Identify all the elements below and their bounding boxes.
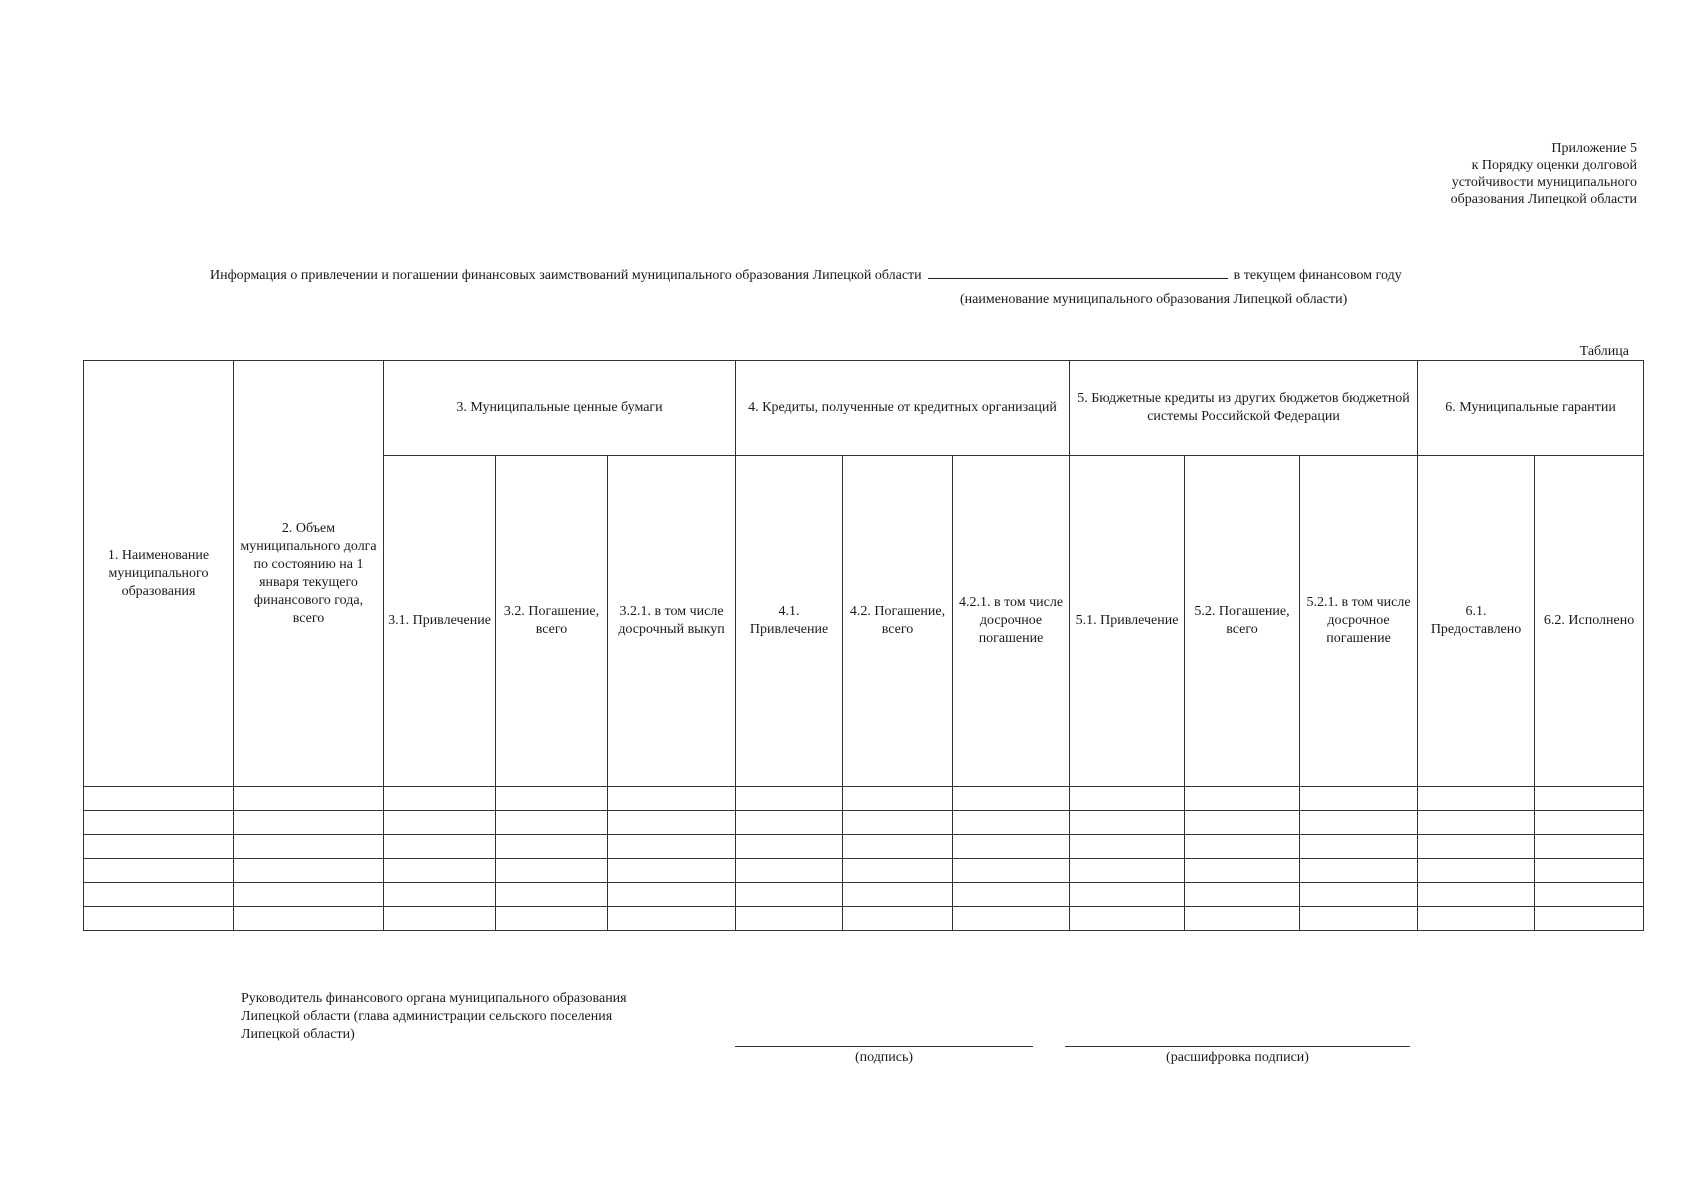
table-cell[interactable] bbox=[1418, 907, 1535, 931]
table-cell[interactable] bbox=[1535, 859, 1644, 883]
signatory-line: Липецкой области) bbox=[241, 1027, 355, 1042]
table-cell[interactable] bbox=[843, 835, 953, 859]
table-cell[interactable] bbox=[843, 859, 953, 883]
table-cell[interactable] bbox=[953, 859, 1070, 883]
header-5-2-1: 5.2.1. в том числе досрочное погашение bbox=[1300, 456, 1418, 787]
table-cell[interactable] bbox=[1535, 907, 1644, 931]
table-cell[interactable] bbox=[736, 883, 843, 907]
table-cell[interactable] bbox=[234, 835, 384, 859]
table-row bbox=[84, 907, 1644, 931]
table-cell[interactable] bbox=[384, 859, 496, 883]
table-cell[interactable] bbox=[1300, 883, 1418, 907]
appendix-line: устойчивости муниципального bbox=[1451, 175, 1637, 190]
title-note: (наименование муниципального образования Липецкой области) bbox=[960, 292, 1348, 307]
table-cell[interactable] bbox=[496, 859, 608, 883]
table-cell[interactable] bbox=[84, 811, 234, 835]
table-cell[interactable] bbox=[1535, 883, 1644, 907]
table-cell[interactable] bbox=[1418, 859, 1535, 883]
table-cell[interactable] bbox=[84, 907, 234, 931]
table-cell[interactable] bbox=[1300, 907, 1418, 931]
table-cell[interactable] bbox=[1070, 907, 1185, 931]
table-cell[interactable] bbox=[1418, 835, 1535, 859]
table-cell[interactable] bbox=[384, 883, 496, 907]
header-debt-volume: 2. Объем муниципального долга по состоянию на 1 января текущего финансового года, всего bbox=[234, 361, 384, 787]
signature-line[interactable] bbox=[735, 1045, 1033, 1047]
table-cell[interactable] bbox=[843, 811, 953, 835]
table-cell[interactable] bbox=[1300, 835, 1418, 859]
table-cell[interactable] bbox=[1070, 859, 1185, 883]
header-4-2: 4.2. Погашение, всего bbox=[843, 456, 953, 787]
table-cell[interactable] bbox=[234, 883, 384, 907]
title-text-after: в текущем финансовом году bbox=[1233, 268, 1402, 283]
table-cell[interactable] bbox=[384, 835, 496, 859]
table-cell[interactable] bbox=[843, 787, 953, 811]
table-cell[interactable] bbox=[953, 835, 1070, 859]
document-title bbox=[210, 266, 1402, 284]
table-cell[interactable] bbox=[1185, 907, 1300, 931]
table-cell[interactable] bbox=[1418, 787, 1535, 811]
table-cell[interactable] bbox=[1535, 787, 1644, 811]
header-5-1: 5.1. Привлечение bbox=[1070, 456, 1185, 787]
table-cell[interactable] bbox=[953, 907, 1070, 931]
table-cell[interactable] bbox=[1185, 859, 1300, 883]
table-cell[interactable] bbox=[496, 811, 608, 835]
appendix-header bbox=[1317, 140, 1637, 208]
header-municipality-name: 1. Наименование муниципального образования bbox=[84, 361, 234, 787]
table-cell[interactable] bbox=[384, 787, 496, 811]
table-cell[interactable] bbox=[1070, 835, 1185, 859]
table-cell[interactable] bbox=[84, 883, 234, 907]
table-cell[interactable] bbox=[736, 835, 843, 859]
header-group-budget-loans: 5. Бюджетные кредиты из других бюджетов бюджетной системы Российской Федерации bbox=[1070, 361, 1418, 456]
table-cell[interactable] bbox=[1185, 787, 1300, 811]
table-cell[interactable] bbox=[1185, 811, 1300, 835]
table-label: Таблица bbox=[1579, 344, 1629, 359]
table-row bbox=[84, 835, 1644, 859]
table-cell[interactable] bbox=[84, 859, 234, 883]
table-body bbox=[84, 787, 1644, 931]
table-cell[interactable] bbox=[1418, 883, 1535, 907]
table-row bbox=[84, 883, 1644, 907]
table-cell[interactable] bbox=[1300, 787, 1418, 811]
signatory-block bbox=[241, 990, 627, 1044]
header-3-2: 3.2. Погашение, всего bbox=[496, 456, 608, 787]
table-cell[interactable] bbox=[1070, 811, 1185, 835]
table-cell[interactable] bbox=[1418, 811, 1535, 835]
table-row bbox=[84, 787, 1644, 811]
table-cell[interactable] bbox=[953, 883, 1070, 907]
header-6-1: 6.1. Предоставлено bbox=[1418, 456, 1535, 787]
appendix-line: Приложение 5 bbox=[1551, 141, 1637, 156]
header-4-2-1: 4.2.1. в том числе досрочное погашение bbox=[953, 456, 1070, 787]
municipality-name-blank bbox=[928, 266, 1228, 279]
signature-caption: (подпись) bbox=[854, 1050, 914, 1065]
table-cell[interactable] bbox=[84, 835, 234, 859]
table-cell[interactable] bbox=[1300, 811, 1418, 835]
header-3-2-1: 3.2.1. в том числе досрочный выкуп bbox=[608, 456, 736, 787]
table-cell[interactable] bbox=[1535, 835, 1644, 859]
table-cell[interactable] bbox=[953, 787, 1070, 811]
table-cell[interactable] bbox=[843, 883, 953, 907]
table-cell[interactable] bbox=[608, 787, 736, 811]
borrowings-table bbox=[83, 360, 1644, 931]
signatory-line: Руководитель финансового органа муниципального образования bbox=[241, 991, 627, 1006]
header-5-2: 5.2. Погашение, всего bbox=[1185, 456, 1300, 787]
header-group-guarantees: 6. Муниципальные гарантии bbox=[1418, 361, 1644, 456]
table-cell[interactable] bbox=[234, 859, 384, 883]
title-text-before: Информация о привлечении и погашении финансовых заимствований муниципального образования Липецкой области bbox=[210, 268, 922, 283]
table-cell[interactable] bbox=[1535, 811, 1644, 835]
appendix-line: к Порядку оценки долговой bbox=[1471, 158, 1637, 173]
table-cell[interactable] bbox=[496, 907, 608, 931]
table-cell[interactable] bbox=[84, 787, 234, 811]
appendix-line: образования Липецкой области bbox=[1450, 192, 1637, 207]
table-cell[interactable] bbox=[1070, 883, 1185, 907]
table-cell[interactable] bbox=[496, 835, 608, 859]
table-cell[interactable] bbox=[384, 907, 496, 931]
table-cell[interactable] bbox=[736, 787, 843, 811]
table-cell[interactable] bbox=[496, 787, 608, 811]
table-cell[interactable] bbox=[953, 811, 1070, 835]
table-row bbox=[84, 811, 1644, 835]
table-cell[interactable] bbox=[608, 859, 736, 883]
table-cell[interactable] bbox=[608, 883, 736, 907]
table-cell[interactable] bbox=[736, 907, 843, 931]
table-cell[interactable] bbox=[736, 811, 843, 835]
table-cell[interactable] bbox=[496, 883, 608, 907]
signatory-line: Липецкой области (глава администрации сельского поселения bbox=[241, 1009, 613, 1024]
table-cell[interactable] bbox=[1185, 883, 1300, 907]
table-cell[interactable] bbox=[1300, 859, 1418, 883]
header-3-1: 3.1. Привлечение bbox=[384, 456, 496, 787]
signature-decode-line[interactable] bbox=[1065, 1045, 1410, 1047]
table-cell[interactable] bbox=[843, 907, 953, 931]
table-cell[interactable] bbox=[608, 907, 736, 931]
table-cell[interactable] bbox=[234, 811, 384, 835]
header-6-2: 6.2. Исполнено bbox=[1535, 456, 1644, 787]
table-cell[interactable] bbox=[234, 907, 384, 931]
table-cell[interactable] bbox=[234, 787, 384, 811]
table-row bbox=[84, 859, 1644, 883]
signature-decode-caption: (расшифровка подписи) bbox=[1166, 1050, 1309, 1065]
header-group-credit-org-loans: 4. Кредиты, полученные от кредитных организаций bbox=[736, 361, 1070, 456]
header-4-1: 4.1. Привлечение bbox=[736, 456, 843, 787]
table-cell[interactable] bbox=[608, 835, 736, 859]
header-group-securities: 3. Муниципальные ценные бумаги bbox=[384, 361, 736, 456]
table-cell[interactable] bbox=[736, 859, 843, 883]
table-cell[interactable] bbox=[1185, 835, 1300, 859]
table-cell[interactable] bbox=[384, 811, 496, 835]
table-cell[interactable] bbox=[608, 811, 736, 835]
table-cell[interactable] bbox=[1070, 787, 1185, 811]
